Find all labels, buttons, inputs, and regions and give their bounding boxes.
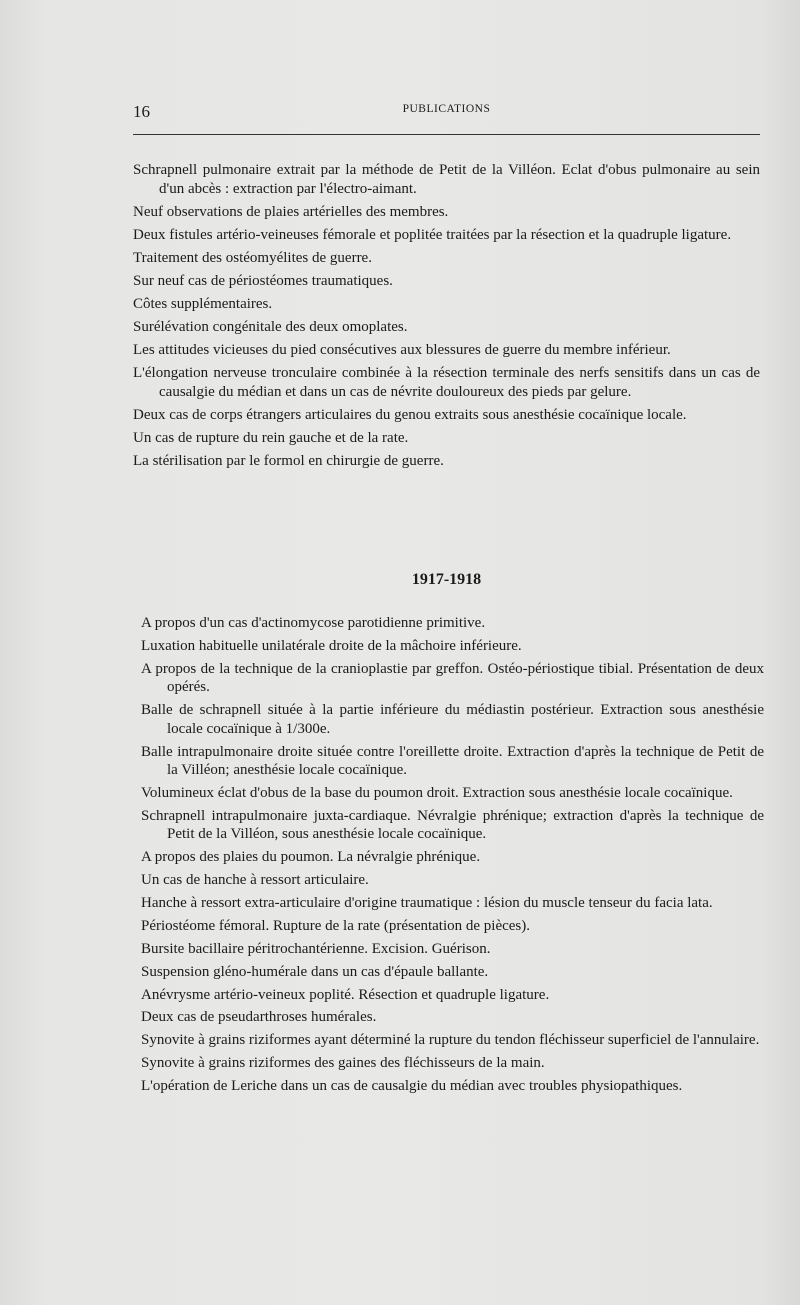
- list-item: Sur neuf cas de périostéomes traumatiques.: [133, 272, 393, 289]
- list-item: Deux cas de corps étrangers articulaires du genou extraits sous anesthésie cocaïnique locale.: [133, 406, 687, 423]
- list-item: Deux cas de pseudarthroses humérales.: [141, 1009, 377, 1026]
- list-item: Anévrysme artério-veineux poplité. Résection et quadruple ligature.: [141, 986, 550, 1003]
- list-item: Schrapnell pulmonaire extrait par la méthode de Petit de la Villéon. Eclat d'obus pulmonaire au sein d'un abcès : extraction par l'électro-aimant.: [133, 162, 760, 197]
- list-item: Périostéome fémoral. Rupture de la rate (présentation de pièces).: [141, 917, 531, 934]
- publication-list-1916: [133, 161, 760, 475]
- list-item: A propos des plaies du poumon. La névralgie phrénique.: [141, 849, 481, 866]
- list-item: A propos d'un cas d'actinomycose parotidienne primitive.: [141, 615, 486, 631]
- list-item: Un cas de rupture du rein gauche et de la rate.: [133, 429, 409, 446]
- list-item: La stérilisation par le formol en chirurgie de guerre.: [133, 453, 444, 470]
- header-rule: [133, 134, 760, 135]
- list-item: Deux fistules artério-veineuses fémorale et poplitée traitées par la résection et la quadruple ligature.: [133, 226, 732, 243]
- list-item: Luxation habituelle unilatérale droite de la mâchoire inférieure.: [141, 637, 522, 654]
- list-item: Surélévation congénitale des deux omoplates.: [133, 319, 408, 336]
- page-number: 16: [133, 102, 150, 121]
- list-item: Synovite à grains riziformes ayant déterminé la rupture du tendon fléchisseur superficiel de l'annulaire.: [141, 1032, 760, 1049]
- list-item: Un cas de hanche à ressort articulaire.: [141, 872, 369, 889]
- list-item: Suspension gléno-humérale dans un cas d'épaule ballante.: [141, 963, 489, 980]
- list-item: Côtes supplémentaires.: [133, 295, 273, 312]
- list-item: Bursite bacillaire péritrochantérienne. Excision. Guérison.: [141, 940, 491, 957]
- list-item: Traitement des ostéomyélites de guerre.: [133, 249, 372, 266]
- list-item: L'opération de Leriche dans un cas de causalgie du médian avec troubles physiopathiques.: [141, 1078, 683, 1095]
- section-heading-year: 1917-1918: [411, 571, 482, 588]
- list-item: Les attitudes vicieuses du pied consécutives aux blessures de guerre du membre inférieur.: [133, 342, 671, 359]
- list-item: Schrapnell intrapulmonaire juxta-cardiaque. Névralgie phrénique; extraction d'après la technique de Petit de la Villéon, sous anesthésie locale cocaïnique.: [141, 807, 764, 843]
- list-item: Hanche à ressort extra-articulaire d'origine traumatique : lésion du muscle tenseur du facia lata.: [141, 895, 713, 912]
- list-item: Volumineux éclat d'obus de la base du poumon droit. Extraction sous anesthésie locale cocaïnique.: [141, 784, 733, 801]
- list-item: A propos de la technique de la cranioplastie par greffon. Ostéo-périostique tibial. Présentation de deux opérés.: [141, 660, 764, 696]
- list-item: Synovite à grains riziformes des gaines des fléchisseurs de la main.: [141, 1055, 545, 1072]
- running-head: PUBLICATIONS: [402, 103, 491, 115]
- list-item: L'élongation nerveuse tronculaire combinée à la résection terminale des nerfs sensitifs dans un cas de causalgie du médian et dans un cas de névrite douloureux des pieds par gelure.: [133, 365, 760, 400]
- list-item: Neuf observations de plaies artérielles des membres.: [133, 203, 449, 220]
- list-item: Balle intrapulmonaire droite située contre l'oreillette droite. Extraction d'après la technique de Petit de la Villéon; anesthésie locale cocaïnique.: [141, 743, 764, 779]
- page-header: [133, 100, 760, 124]
- list-item: Balle de schrapnell située à la partie inférieure du médiastin postérieur. Extraction sous anesthésie locale cocaïnique à 1/300e.: [141, 702, 764, 737]
- publication-list-1917-1918: [141, 614, 764, 1100]
